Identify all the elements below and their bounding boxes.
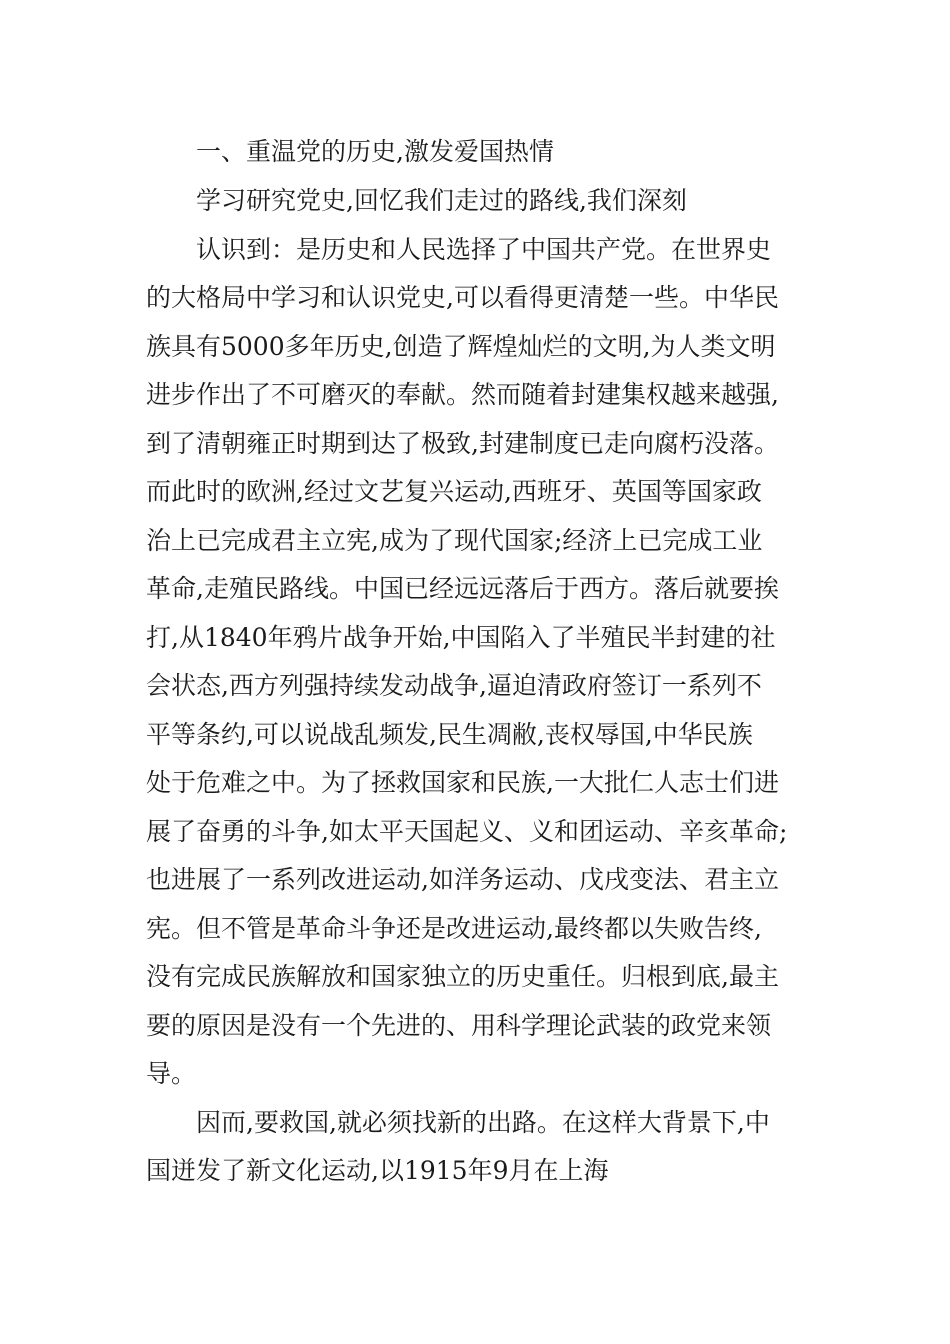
text-line: 革命,走殖民路线。中国已经远远落后于西方。落后就要挨 [146, 574, 779, 603]
text-line: 到了清朝雍正时期到达了极致,封建制度已走向腐朽没落。 [146, 429, 779, 458]
text-line: 学习研究党史,回忆我们走过的路线,我们深刻 [196, 186, 687, 215]
text-line: 因而,要救国,就必须找新的出路。在这样大背景下,中 [196, 1108, 770, 1137]
text-line: 的大格局中学习和认识党史,可以看得更清楚一些。中华民 [146, 283, 779, 312]
text-line: 会状态,西方列强持续发动战争,逼迫清政府签订一系列不 [146, 671, 762, 700]
section-heading: 一、重温党的历史,激发爱国热情 [196, 137, 554, 166]
text-line: 打,从1840年鸦片战争开始,中国陷入了半殖民半封建的社 [146, 623, 776, 652]
text-line: 族具有5000多年历史,创造了辉煌灿烂的文明,为人类文明 [146, 332, 776, 361]
text-line: 认识到：是历史和人民选择了中国共产党。在世界史 [196, 235, 772, 264]
text-line: 要的原因是没有一个先进的、用科学理论武装的政党来领 [146, 1011, 772, 1040]
text-line: 导。 [146, 1059, 197, 1088]
text-line: 进步作出了不可磨灭的奉献。然而随着封建集权越来越强, [146, 380, 779, 409]
text-line: 也进展了一系列改进运动,如洋务运动、戊戌变法、君主立 [146, 865, 779, 894]
text-line: 治上已完成君主立宪,成为了现代国家;经济上已完成工业 [146, 526, 763, 555]
text-line: 处于危难之中。为了拯救国家和民族,一大批仁人志士们进 [146, 768, 779, 797]
text-line: 展了奋勇的斗争,如太平天国起义、义和团运动、辛亥革命; [146, 817, 788, 846]
text-line: 国迸发了新文化运动,以1915年9月在上海 [146, 1156, 609, 1185]
text-line: 没有完成民族解放和国家独立的历史重任。归根到底,最主 [146, 962, 779, 991]
text-line: 而此时的欧洲,经过文艺复兴运动,西班牙、英国等国家政 [146, 477, 762, 506]
text-line: 平等条约,可以说战乱频发,民生凋敝,丧权辱国,中华民族 [146, 720, 753, 749]
text-line: 宪。但不管是革命斗争还是改进运动,最终都以失败告终, [146, 914, 762, 943]
